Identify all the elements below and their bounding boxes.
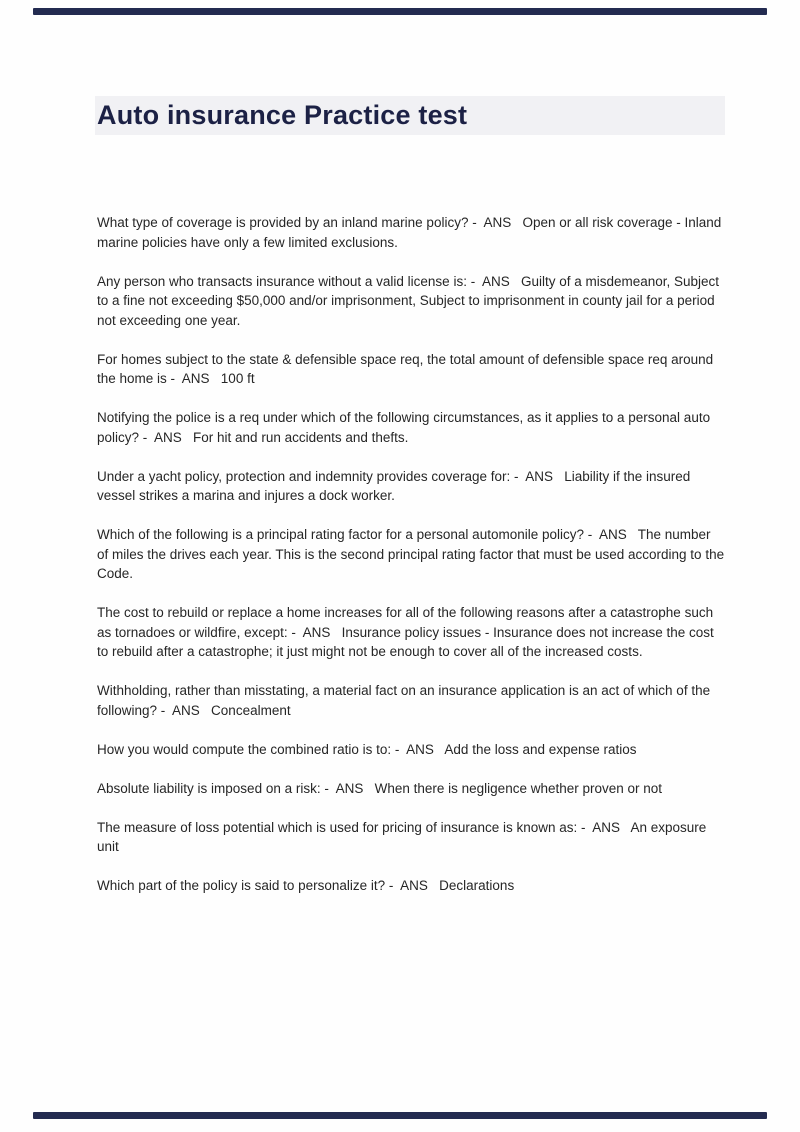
qa-paragraph: How you would compute the combined ratio is to: - ANS Add the loss and expense ratios <box>97 741 637 757</box>
qa-paragraph: Absolute liability is imposed on a risk: - ANS When there is negligence whether proven or not <box>97 780 663 796</box>
qa-paragraph: Withholding, rather than misstating, a material fact on an insurance application is an act of which of the following? - ANS Concealment <box>97 683 714 718</box>
qa-paragraph: Which part of the policy is said to personalize it? - ANS Declarations <box>97 878 515 893</box>
qa-paragraph: The cost to rebuild or replace a home increases for all of the following reasons after a catastrophe such as tornadoes or wildfire, except: - ANS Insurance policy issues - Insurance does not increase the cost to rebuild after a catastrophe; it just might not be enough to cover all of the increased costs. <box>97 605 718 659</box>
qa-paragraph: Which of the following is a principal rating factor for a personal automonile policy? - ANS The number of miles the drives each year. This is the second principal rating factor that must be used according to the Code. <box>97 527 728 581</box>
title-highlight-band <box>95 96 725 135</box>
qa-paragraph: Under a yacht policy, protection and indemnity provides coverage for: - ANS Liability if the insured vessel strikes a marina and injures a dock worker. <box>97 468 695 503</box>
page-title: Auto insurance Practice test <box>97 100 468 130</box>
qa-paragraph: For homes subject to the state & defensible space req, the total amount of defensible space req around the home is - ANS 100 ft <box>97 351 717 386</box>
next-page-edge <box>33 1112 767 1119</box>
previous-page-edge <box>33 8 767 15</box>
qa-list <box>97 213 728 915</box>
qa-paragraph: Notifying the police is a req under which of the following circumstances, as it applies to a personal auto policy? - ANS For hit and run accidents and thefts. <box>97 410 714 445</box>
qa-paragraph: The measure of loss potential which is used for pricing of insurance is known as: - ANS An exposure unit <box>97 819 711 854</box>
qa-paragraph: What type of coverage is provided by an inland marine policy? - ANS Open or all risk coverage - Inland marine policies have only a few limited exclusions. <box>97 215 726 250</box>
qa-paragraph: Any person who transacts insurance without a valid license is: - ANS Guilty of a misdemeanor, Subject to a fine not exceeding $50,000 and/or imprisonment, Subject to imprisonment in county jail for a period not exceeding one year. <box>97 273 723 328</box>
